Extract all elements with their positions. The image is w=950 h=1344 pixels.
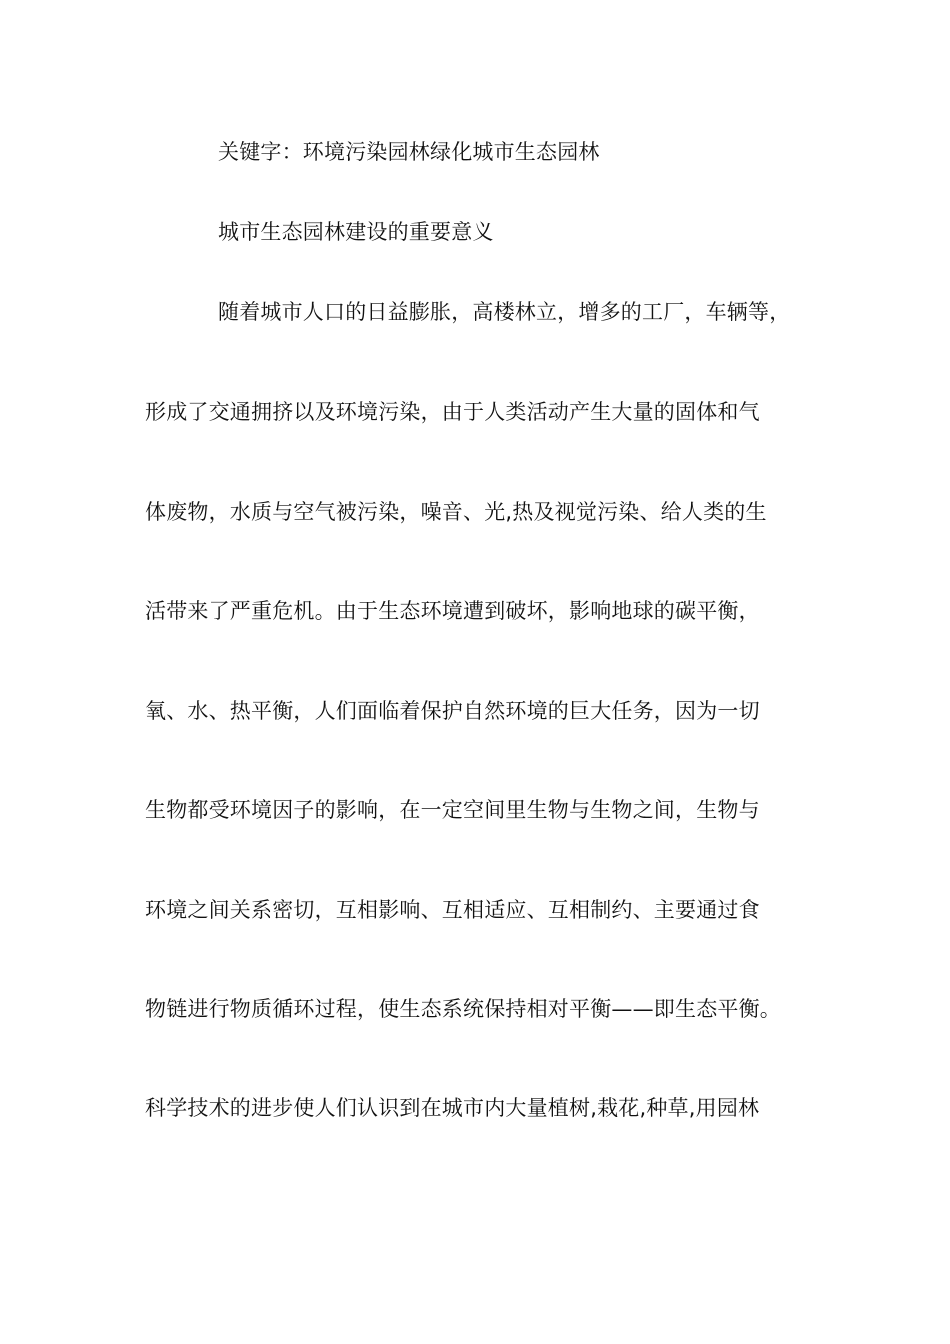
paragraph-line: 物链进行物质循环过程，使生态系统保持相对平衡——即生态平衡。 [145,997,781,1021]
paragraph-line: 生物都受环境因子的影响，在一定空间里生物与生物之间，生物与 [145,798,760,822]
paragraph-line: 随着城市人口的日益膨胀，高楼林立，增多的工厂，车辆等， [218,300,791,324]
paragraph-line: 形成了交通拥挤以及环境污染，由于人类活动产生大量的固体和气 [145,400,760,424]
paragraph-line: 体废物，水质与空气被污染，噪音、光,热及视觉污染、给人类的生 [145,500,767,524]
section-heading: 城市生态园林建设的重要意义 [218,220,494,244]
paragraph-line: 环境之间关系密切，互相影响、互相适应、互相制约、主要通过食 [145,898,760,922]
paragraph-line: 活带来了严重危机。由于生态环境遭到破坏，影响地球的碳平衡， [145,599,760,623]
paragraph-line: 科学技术的进步使人们认识到在城市内大量植树,栽花,种草,用园林 [145,1096,760,1120]
keywords-line: 关键字：环境污染园林绿化城市生态园林 [218,140,600,164]
paragraph-line: 氧、水、热平衡，人们面临着保护自然环境的巨大任务，因为一切 [145,699,760,723]
